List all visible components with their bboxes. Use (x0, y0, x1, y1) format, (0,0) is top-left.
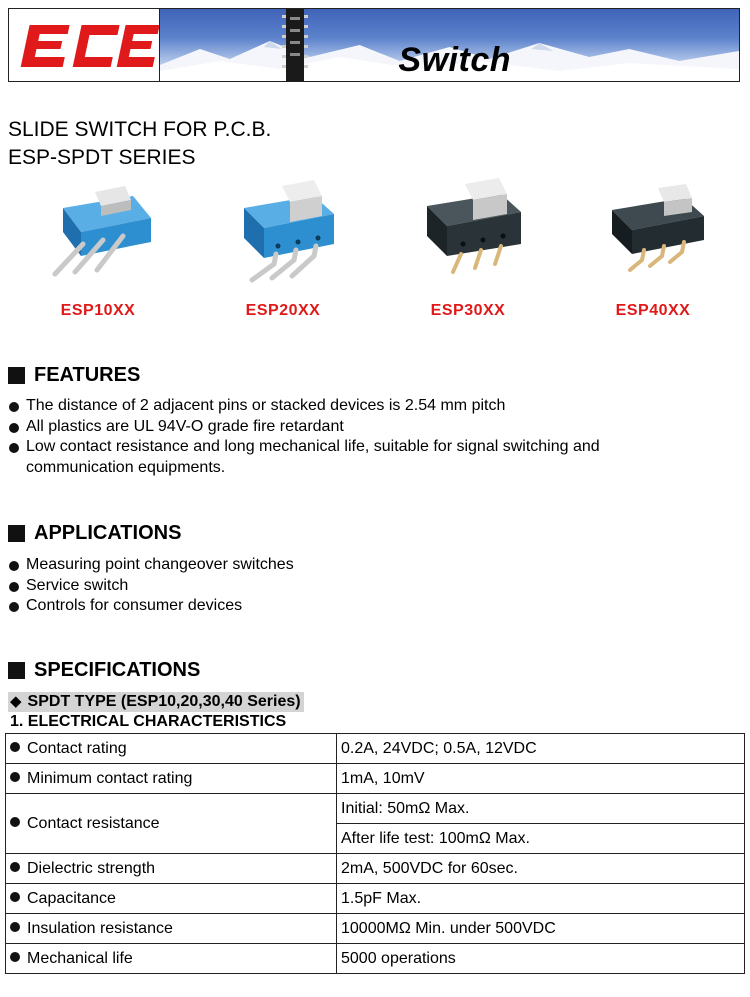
logo-graphic (9, 9, 159, 81)
spec-key (6, 914, 337, 944)
diamond-icon: ◆ (10, 693, 22, 710)
spec-key (6, 944, 337, 974)
switch-image-blue-bent-pins (218, 178, 348, 288)
electrical-spec-table (5, 733, 745, 974)
spec-key-text: Dielectric strength (27, 859, 156, 877)
logo-text: ECE (9, 9, 12, 10)
spec-key (6, 734, 337, 764)
bullet-icon (10, 817, 20, 827)
product-esp10 (18, 178, 178, 320)
spec-key-text: Capacitance (27, 889, 116, 907)
spec-value: 1.5pF Max. (337, 884, 745, 914)
spec-value: After life test: 100mΩ Max. (337, 824, 745, 854)
bullet-icon (10, 772, 20, 782)
spec-key-text: Insulation resistance (27, 919, 173, 937)
bullet-icon (10, 952, 20, 962)
banner-title: Switch (398, 41, 511, 79)
product-label: ESP30XX (430, 302, 506, 319)
features-list (8, 396, 600, 478)
spdt-type-label (8, 692, 304, 712)
section-square-icon (8, 662, 25, 679)
spdt-type-text: SPDT TYPE (ESP10,20,30,40 Series) (27, 693, 301, 710)
applications-heading-text: APPLICATIONS (34, 522, 182, 544)
bullet-icon (10, 862, 20, 872)
spec-key-text: Contact resistance (27, 814, 160, 832)
section-square-icon (8, 367, 25, 384)
spec-value: 10000MΩ Min. under 500VDC (337, 914, 745, 944)
header-banner (8, 8, 740, 82)
table-row (6, 734, 745, 764)
bullet-icon (10, 742, 20, 752)
specifications-heading-text: SPECIFICATIONS (34, 659, 201, 681)
switch-image-dark-short-pins (403, 178, 533, 288)
bullet-icon (10, 922, 20, 932)
spec-key (6, 884, 337, 914)
spec-value: 1mA, 10mV (337, 764, 745, 794)
product-label: ESP10XX (60, 302, 136, 319)
spec-key-text: Mechanical life (27, 949, 133, 967)
document-title (8, 116, 271, 172)
brand-logo (9, 9, 160, 81)
table-row (6, 854, 745, 884)
list-item: The distance of 2 adjacent pins or stacked devices is 2.54 mm pitch (8, 396, 600, 417)
specifications-heading (8, 659, 200, 682)
section-square-icon (8, 525, 25, 542)
spec-key-text: Minimum contact rating (27, 769, 193, 787)
list-item: Measuring point changeover switches (8, 555, 294, 576)
applications-list (8, 555, 294, 617)
switch-image-blue-long-pins (33, 178, 163, 288)
list-item: Low contact resistance and long mechanical life, suitable for signal switching and (8, 437, 600, 458)
title-line-2: ESP-SPDT SERIES (8, 146, 196, 169)
table-row (6, 764, 745, 794)
features-heading (8, 364, 140, 387)
list-item: All plastics are UL 94V-O grade fire retardant (8, 417, 600, 438)
product-esp20 (203, 178, 363, 320)
table-row (6, 914, 745, 944)
list-item: Controls for consumer devices (8, 596, 294, 617)
spec-key-text: Contact rating (27, 739, 127, 757)
features-heading-text: FEATURES (34, 364, 141, 386)
spec-value: 2mA, 500VDC for 60sec. (337, 854, 745, 884)
table-row (6, 794, 745, 824)
switch-image-dark-bent-pins (588, 178, 718, 288)
title-line-1: SLIDE SWITCH FOR P.C.B. (8, 118, 272, 141)
list-item: Service switch (8, 576, 294, 597)
spec-value: Initial: 50mΩ Max. (337, 794, 745, 824)
list-item-continuation: communication equipments. (26, 458, 226, 476)
electrical-heading: 1. ELECTRICAL CHARACTERISTICS (10, 713, 287, 730)
applications-heading (8, 522, 181, 545)
product-esp40 (573, 178, 733, 320)
spec-key (6, 764, 337, 794)
spec-value: 5000 operations (337, 944, 745, 974)
dip-chip-graphic (282, 9, 308, 81)
bullet-icon (10, 892, 20, 902)
product-label: ESP20XX (245, 302, 321, 319)
table-row (6, 884, 745, 914)
spec-key (6, 854, 337, 884)
spec-key (6, 794, 337, 854)
product-esp30 (388, 178, 548, 320)
table-row (6, 944, 745, 974)
spec-value: 0.2A, 24VDC; 0.5A, 12VDC (337, 734, 745, 764)
product-label: ESP40XX (615, 302, 691, 319)
